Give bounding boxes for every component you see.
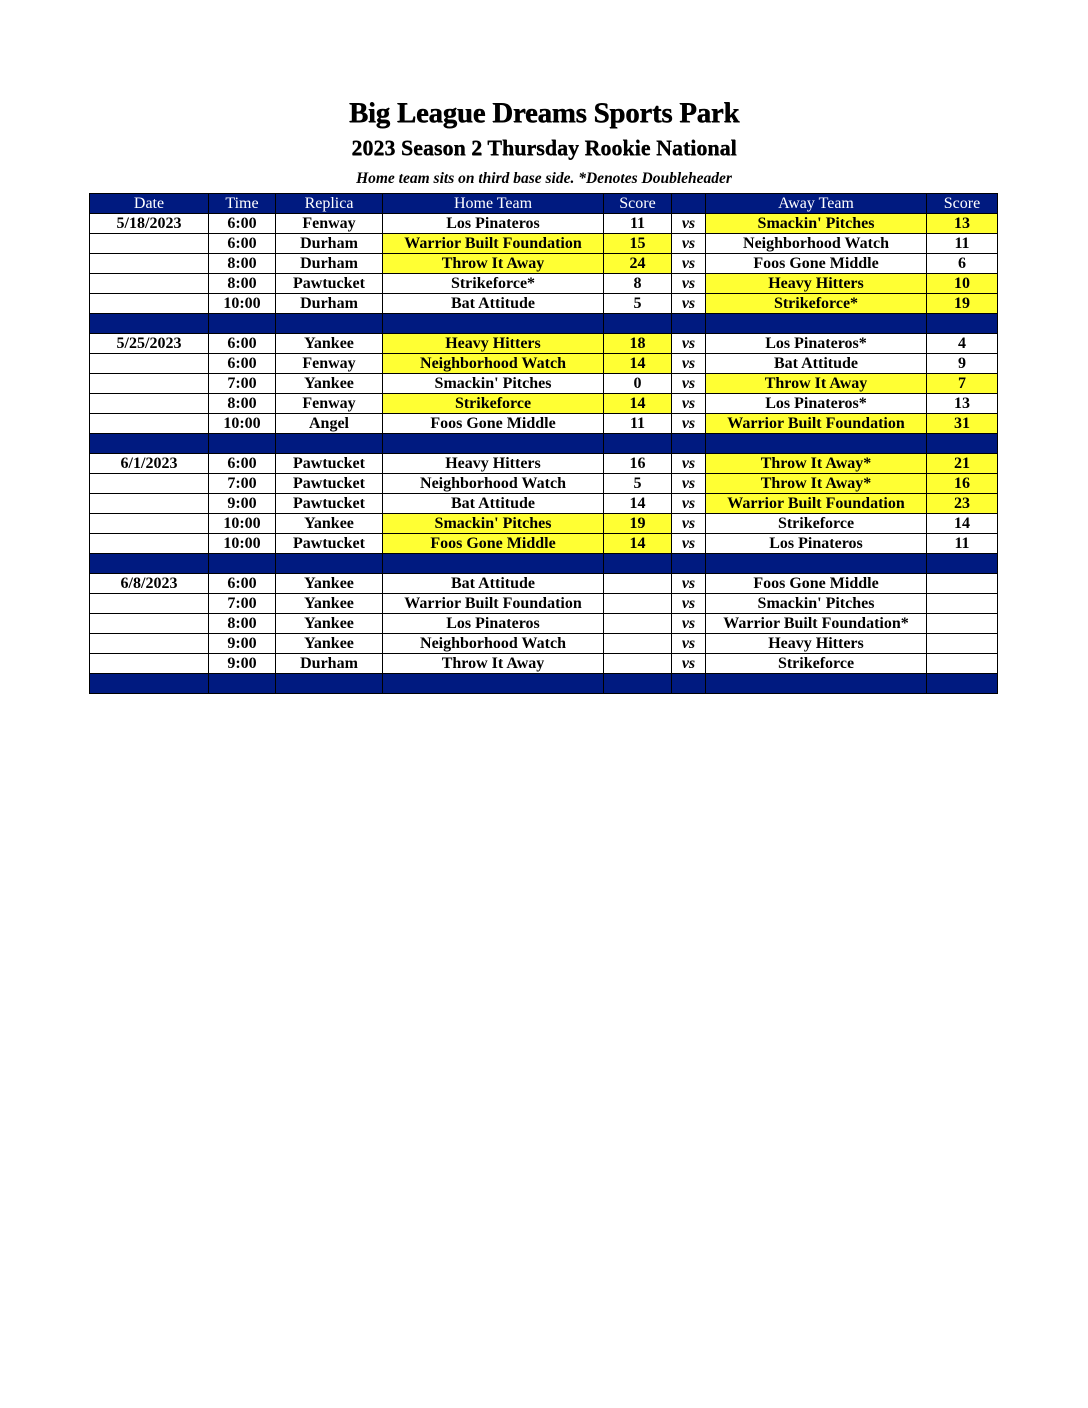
game-row <box>90 494 998 514</box>
time-cell: 7:00 <box>209 474 276 494</box>
away-score-cell: 4 <box>927 334 998 354</box>
separator-cell <box>383 674 604 694</box>
replica-field-cell: Fenway <box>276 394 383 414</box>
replica-field-cell: Durham <box>276 234 383 254</box>
game-row <box>90 514 998 534</box>
away-score-cell: 11 <box>927 234 998 254</box>
vs-cell: vs <box>672 254 706 274</box>
separator-cell <box>672 554 706 574</box>
home-team-cell: Smackin' Pitches <box>383 374 604 394</box>
game-row <box>90 414 998 434</box>
replica-field-cell: Durham <box>276 294 383 314</box>
time-cell: 6:00 <box>209 454 276 474</box>
time-cell: 7:00 <box>209 594 276 614</box>
replica-field-cell: Yankee <box>276 334 383 354</box>
home-score-cell: 14 <box>604 394 672 414</box>
separator-cell <box>706 434 927 454</box>
game-row <box>90 574 998 594</box>
home-team-cell: Los Pinateros <box>383 214 604 234</box>
home-score-cell: 24 <box>604 254 672 274</box>
separator-cell <box>672 434 706 454</box>
date-cell <box>90 594 209 614</box>
away-score-cell: 16 <box>927 474 998 494</box>
vs-cell: vs <box>672 334 706 354</box>
game-row <box>90 534 998 554</box>
separator-cell <box>927 314 998 334</box>
away-team-cell: Heavy Hitters <box>706 274 927 294</box>
date-cell: 5/18/2023 <box>90 214 209 234</box>
separator-cell <box>209 434 276 454</box>
separator-cell <box>383 554 604 574</box>
home-score-cell: 16 <box>604 454 672 474</box>
game-row <box>90 334 998 354</box>
col-header-replica: Replica <box>276 194 383 214</box>
date-cell <box>90 634 209 654</box>
separator-cell <box>604 314 672 334</box>
game-row <box>90 234 998 254</box>
game-row <box>90 474 998 494</box>
replica-field-cell: Pawtucket <box>276 494 383 514</box>
away-team-cell: Foos Gone Middle <box>706 574 927 594</box>
home-score-cell <box>604 594 672 614</box>
separator-cell <box>276 554 383 574</box>
home-team-cell: Strikeforce <box>383 394 604 414</box>
separator-cell <box>383 314 604 334</box>
time-cell: 8:00 <box>209 254 276 274</box>
replica-field-cell: Pawtucket <box>276 274 383 294</box>
date-cell <box>90 254 209 274</box>
away-score-cell <box>927 614 998 634</box>
game-row <box>90 214 998 234</box>
date-cell <box>90 514 209 534</box>
home-team-cell: Bat Attitude <box>383 294 604 314</box>
game-row <box>90 594 998 614</box>
home-score-cell <box>604 614 672 634</box>
date-cell <box>90 394 209 414</box>
away-team-cell: Strikeforce* <box>706 294 927 314</box>
away-score-cell: 19 <box>927 294 998 314</box>
separator-cell <box>604 434 672 454</box>
date-cell <box>90 654 209 674</box>
separator-cell <box>706 554 927 574</box>
game-row <box>90 654 998 674</box>
col-header-away-score: Score <box>927 194 998 214</box>
away-team-cell: Los Pinateros <box>706 534 927 554</box>
time-cell: 10:00 <box>209 514 276 534</box>
game-row <box>90 634 998 654</box>
home-score-cell: 14 <box>604 534 672 554</box>
col-header-date: Date <box>90 194 209 214</box>
away-team-cell: Warrior Built Foundation* <box>706 614 927 634</box>
col-header-away-team: Away Team <box>706 194 927 214</box>
date-cell: 6/8/2023 <box>90 574 209 594</box>
date-cell <box>90 474 209 494</box>
separator-cell <box>276 674 383 694</box>
away-team-cell: Warrior Built Foundation <box>706 414 927 434</box>
game-row <box>90 374 998 394</box>
home-score-cell <box>604 654 672 674</box>
replica-field-cell: Durham <box>276 654 383 674</box>
home-team-cell: Neighborhood Watch <box>383 354 604 374</box>
home-team-cell: Smackin' Pitches <box>383 514 604 534</box>
home-team-cell: Heavy Hitters <box>383 454 604 474</box>
replica-field-cell: Angel <box>276 414 383 434</box>
page-subtitle: 2023 Season 2 Thursday Rookie National <box>351 135 737 160</box>
replica-field-cell: Fenway <box>276 354 383 374</box>
time-cell: 8:00 <box>209 274 276 294</box>
game-row <box>90 354 998 374</box>
home-team-cell: Warrior Built Foundation <box>383 594 604 614</box>
away-team-cell: Warrior Built Foundation <box>706 494 927 514</box>
home-team-cell: Foos Gone Middle <box>383 534 604 554</box>
time-cell: 10:00 <box>209 294 276 314</box>
col-header-time: Time <box>209 194 276 214</box>
away-team-cell: Los Pinateros* <box>706 334 927 354</box>
date-cell <box>90 614 209 634</box>
separator-cell <box>706 674 927 694</box>
away-team-cell: Strikeforce <box>706 514 927 534</box>
home-team-cell: Bat Attitude <box>383 574 604 594</box>
col-header-home-team: Home Team <box>383 194 604 214</box>
replica-field-cell: Pawtucket <box>276 534 383 554</box>
time-cell: 9:00 <box>209 634 276 654</box>
away-team-cell: Smackin' Pitches <box>706 594 927 614</box>
home-score-cell: 11 <box>604 214 672 234</box>
game-row <box>90 454 998 474</box>
home-team-cell: Bat Attitude <box>383 494 604 514</box>
vs-cell: vs <box>672 414 706 434</box>
home-team-cell: Los Pinateros <box>383 614 604 634</box>
replica-field-cell: Durham <box>276 254 383 274</box>
vs-cell: vs <box>672 454 706 474</box>
replica-field-cell: Yankee <box>276 614 383 634</box>
separator-cell <box>90 434 209 454</box>
home-score-cell: 0 <box>604 374 672 394</box>
time-cell: 7:00 <box>209 374 276 394</box>
separator-cell <box>927 554 998 574</box>
vs-cell: vs <box>672 214 706 234</box>
time-cell: 10:00 <box>209 414 276 434</box>
separator-cell <box>209 554 276 574</box>
time-cell: 6:00 <box>209 354 276 374</box>
vs-cell: vs <box>672 274 706 294</box>
separator-cell <box>209 674 276 694</box>
home-team-cell: Strikeforce* <box>383 274 604 294</box>
replica-field-cell: Yankee <box>276 634 383 654</box>
date-cell: 5/25/2023 <box>90 334 209 354</box>
week-separator-row <box>90 554 998 574</box>
separator-cell <box>90 674 209 694</box>
away-score-cell: 13 <box>927 214 998 234</box>
away-score-cell: 14 <box>927 514 998 534</box>
date-cell <box>90 494 209 514</box>
replica-field-cell: Yankee <box>276 374 383 394</box>
header-row <box>90 194 998 214</box>
date-cell <box>90 354 209 374</box>
separator-cell <box>927 674 998 694</box>
separator-cell <box>90 554 209 574</box>
game-row <box>90 294 998 314</box>
schedule-body <box>90 214 998 694</box>
home-team-cell: Neighborhood Watch <box>383 634 604 654</box>
schedule-table <box>89 193 998 694</box>
time-cell: 9:00 <box>209 654 276 674</box>
game-row <box>90 254 998 274</box>
home-team-cell: Foos Gone Middle <box>383 414 604 434</box>
away-team-cell: Los Pinateros* <box>706 394 927 414</box>
home-score-cell: 15 <box>604 234 672 254</box>
separator-cell <box>604 674 672 694</box>
away-team-cell: Neighborhood Watch <box>706 234 927 254</box>
away-team-cell: Throw It Away* <box>706 454 927 474</box>
home-score-cell <box>604 574 672 594</box>
home-team-cell: Neighborhood Watch <box>383 474 604 494</box>
vs-cell: vs <box>672 594 706 614</box>
away-score-cell: 7 <box>927 374 998 394</box>
separator-cell <box>276 434 383 454</box>
separator-cell <box>209 314 276 334</box>
week-separator-row <box>90 674 998 694</box>
home-score-cell: 14 <box>604 354 672 374</box>
vs-cell: vs <box>672 394 706 414</box>
vs-cell: vs <box>672 634 706 654</box>
away-score-cell: 6 <box>927 254 998 274</box>
vs-cell: vs <box>672 574 706 594</box>
home-score-cell: 19 <box>604 514 672 534</box>
home-score-cell: 18 <box>604 334 672 354</box>
time-cell: 10:00 <box>209 534 276 554</box>
home-score-cell: 11 <box>604 414 672 434</box>
away-team-cell: Throw It Away* <box>706 474 927 494</box>
date-cell <box>90 414 209 434</box>
time-cell: 8:00 <box>209 394 276 414</box>
game-row <box>90 614 998 634</box>
page-title: Big League Dreams Sports Park <box>348 97 740 129</box>
date-cell <box>90 374 209 394</box>
separator-cell <box>383 434 604 454</box>
replica-field-cell: Pawtucket <box>276 474 383 494</box>
home-score-cell: 14 <box>604 494 672 514</box>
away-team-cell: Throw It Away <box>706 374 927 394</box>
home-team-cell: Heavy Hitters <box>383 334 604 354</box>
date-cell <box>90 294 209 314</box>
vs-cell: vs <box>672 534 706 554</box>
replica-field-cell: Yankee <box>276 574 383 594</box>
away-score-cell <box>927 574 998 594</box>
replica-field-cell: Fenway <box>276 214 383 234</box>
vs-cell: vs <box>672 354 706 374</box>
home-score-cell: 8 <box>604 274 672 294</box>
away-team-cell: Heavy Hitters <box>706 634 927 654</box>
vs-cell: vs <box>672 614 706 634</box>
home-score-cell <box>604 634 672 654</box>
time-cell: 6:00 <box>209 334 276 354</box>
away-team-cell: Foos Gone Middle <box>706 254 927 274</box>
home-score-cell: 5 <box>604 294 672 314</box>
date-cell <box>90 534 209 554</box>
week-separator-row <box>90 314 998 334</box>
game-row <box>90 394 998 414</box>
away-score-cell: 10 <box>927 274 998 294</box>
time-cell: 6:00 <box>209 234 276 254</box>
home-team-cell: Throw It Away <box>383 254 604 274</box>
replica-field-cell: Pawtucket <box>276 454 383 474</box>
schedule-note: Home team sits on third base side. *Denotes Doubleheader <box>356 170 732 187</box>
date-cell <box>90 234 209 254</box>
separator-cell <box>672 674 706 694</box>
replica-field-cell: Yankee <box>276 594 383 614</box>
time-cell: 6:00 <box>209 574 276 594</box>
vs-cell: vs <box>672 514 706 534</box>
separator-cell <box>276 314 383 334</box>
separator-cell <box>90 314 209 334</box>
time-cell: 8:00 <box>209 614 276 634</box>
away-team-cell: Smackin' Pitches <box>706 214 927 234</box>
home-score-cell: 5 <box>604 474 672 494</box>
away-team-cell: Bat Attitude <box>706 354 927 374</box>
away-score-cell <box>927 634 998 654</box>
vs-cell: vs <box>672 294 706 314</box>
away-score-cell <box>927 594 998 614</box>
replica-field-cell: Yankee <box>276 514 383 534</box>
game-row <box>90 274 998 294</box>
time-cell: 9:00 <box>209 494 276 514</box>
time-cell: 6:00 <box>209 214 276 234</box>
away-score-cell: 23 <box>927 494 998 514</box>
vs-cell: vs <box>672 374 706 394</box>
vs-cell: vs <box>672 234 706 254</box>
vs-cell: vs <box>672 654 706 674</box>
home-team-cell: Warrior Built Foundation <box>383 234 604 254</box>
away-score-cell <box>927 654 998 674</box>
separator-cell <box>927 434 998 454</box>
home-team-cell: Throw It Away <box>383 654 604 674</box>
vs-cell: vs <box>672 494 706 514</box>
away-team-cell: Strikeforce <box>706 654 927 674</box>
separator-cell <box>706 314 927 334</box>
away-score-cell: 13 <box>927 394 998 414</box>
week-separator-row <box>90 434 998 454</box>
col-header-vs <box>672 194 706 214</box>
date-cell <box>90 274 209 294</box>
away-score-cell: 21 <box>927 454 998 474</box>
away-score-cell: 11 <box>927 534 998 554</box>
away-score-cell: 9 <box>927 354 998 374</box>
vs-cell: vs <box>672 474 706 494</box>
away-score-cell: 31 <box>927 414 998 434</box>
separator-cell <box>604 554 672 574</box>
date-cell: 6/1/2023 <box>90 454 209 474</box>
col-header-home-score: Score <box>604 194 672 214</box>
separator-cell <box>672 314 706 334</box>
